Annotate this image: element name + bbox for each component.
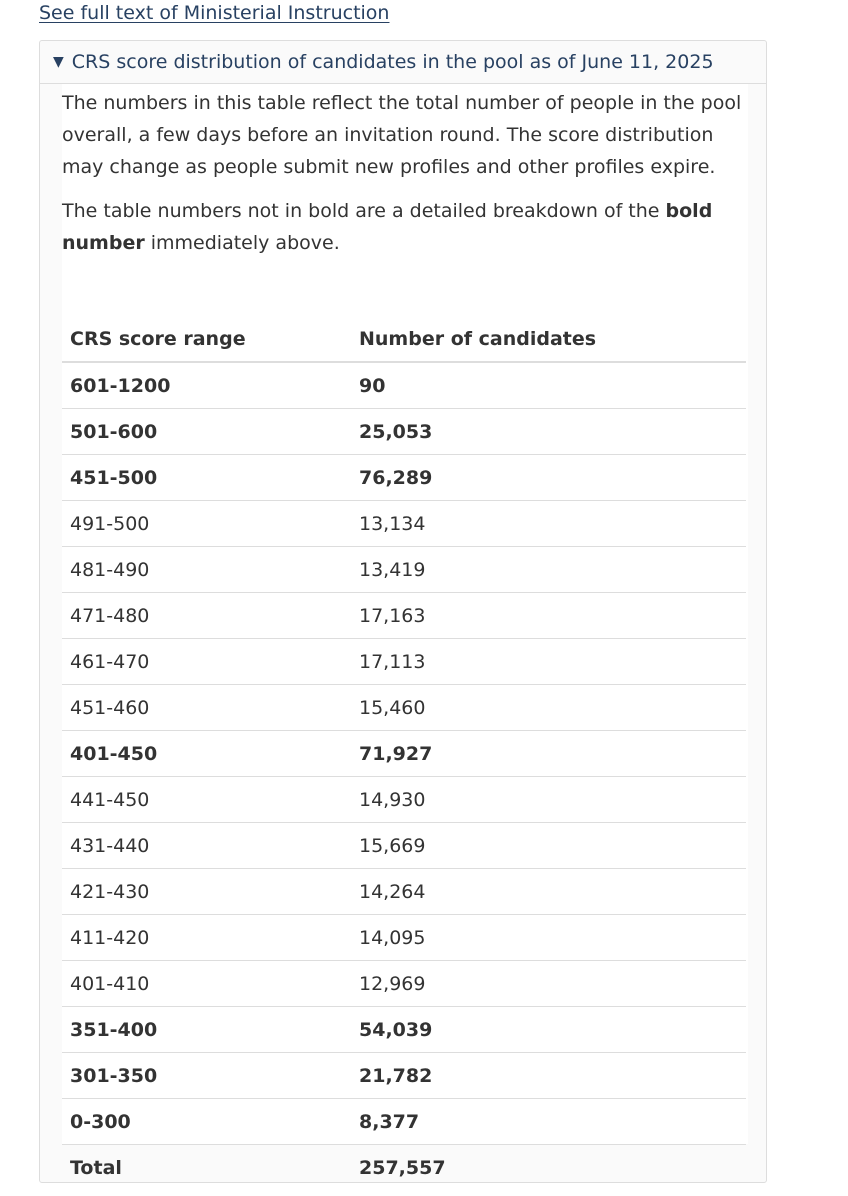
candidate-count-cell: 8,377 bbox=[351, 1099, 746, 1145]
table-row bbox=[62, 501, 746, 547]
score-range-cell: 461-470 bbox=[62, 639, 351, 685]
candidate-count-cell: 25,053 bbox=[351, 409, 746, 455]
score-range-cell: 401-450 bbox=[62, 731, 351, 777]
score-range-cell: 351-400 bbox=[62, 1007, 351, 1053]
table-row bbox=[62, 685, 746, 731]
table-row bbox=[62, 409, 746, 455]
crs-distribution-details bbox=[39, 40, 767, 1183]
table-row bbox=[62, 961, 746, 1007]
table-row bbox=[62, 593, 746, 639]
score-range-cell: 481-490 bbox=[62, 547, 351, 593]
table-row bbox=[62, 1053, 746, 1099]
score-range-cell: 431-440 bbox=[62, 823, 351, 869]
candidate-count-cell: 17,163 bbox=[351, 593, 746, 639]
score-range-cell: 451-460 bbox=[62, 685, 351, 731]
candidate-count-cell: 71,927 bbox=[351, 731, 746, 777]
header-number-of-candidates: Number of candidates bbox=[351, 316, 746, 362]
table-row bbox=[62, 823, 746, 869]
table-row bbox=[62, 1099, 746, 1145]
details-content bbox=[62, 84, 748, 1179]
table-row bbox=[62, 1145, 746, 1191]
expanded-triangle-icon: ▼ bbox=[53, 54, 64, 70]
details-summary-toggle[interactable] bbox=[40, 41, 766, 84]
candidate-count-cell: 13,134 bbox=[351, 501, 746, 547]
table-row bbox=[62, 639, 746, 685]
score-range-cell: 0-300 bbox=[62, 1099, 351, 1145]
table-header-row bbox=[62, 316, 746, 362]
table-body bbox=[62, 362, 746, 1190]
score-range-cell: 471-480 bbox=[62, 593, 351, 639]
score-range-cell: 421-430 bbox=[62, 869, 351, 915]
score-range-cell: 301-350 bbox=[62, 1053, 351, 1099]
table-row bbox=[62, 1007, 746, 1053]
table-row bbox=[62, 915, 746, 961]
candidate-count-cell: 76,289 bbox=[351, 455, 746, 501]
candidate-count-cell: 14,095 bbox=[351, 915, 746, 961]
candidate-count-cell: 14,930 bbox=[351, 777, 746, 823]
details-summary-label: CRS score distribution of candidates in the pool as of June 11, 2025 bbox=[71, 51, 714, 73]
score-range-cell: 401-410 bbox=[62, 961, 351, 1007]
candidate-count-cell: 54,039 bbox=[351, 1007, 746, 1053]
score-range-cell: 601-1200 bbox=[62, 362, 351, 409]
header-crs-score-range: CRS score range bbox=[62, 316, 351, 362]
table-row bbox=[62, 869, 746, 915]
intro-paragraph: The numbers in this table reflect the total number of people in the pool overall, a few days before an invitation round. The score distribution may change as people submit new profiles and other profiles expire. bbox=[62, 92, 742, 178]
candidate-count-cell: 90 bbox=[351, 362, 746, 409]
crs-score-table bbox=[62, 316, 746, 1190]
table-row bbox=[62, 362, 746, 409]
score-range-cell: 411-420 bbox=[62, 915, 351, 961]
candidate-count-cell: 15,460 bbox=[351, 685, 746, 731]
candidate-count-cell: 12,969 bbox=[351, 961, 746, 1007]
table-row bbox=[62, 777, 746, 823]
ministerial-instruction-link[interactable]: See full text of Ministerial Instruction bbox=[39, 2, 390, 24]
table-row bbox=[62, 455, 746, 501]
candidate-count-cell: 15,669 bbox=[351, 823, 746, 869]
score-range-cell: 501-600 bbox=[62, 409, 351, 455]
bold-note-emphasis: bold number bbox=[62, 200, 713, 254]
candidate-count-cell: 14,264 bbox=[351, 869, 746, 915]
candidate-count-cell: 17,113 bbox=[351, 639, 746, 685]
bold-note-text-start: The table numbers not in bold are a detailed breakdown of the bbox=[62, 200, 666, 222]
score-range-cell: Total bbox=[70, 1156, 122, 1179]
candidate-count-cell: 257,557 bbox=[359, 1156, 446, 1179]
bold-note-paragraph bbox=[62, 195, 748, 259]
score-range-cell: 491-500 bbox=[62, 501, 351, 547]
score-range-cell: 451-500 bbox=[62, 455, 351, 501]
table-row bbox=[62, 731, 746, 777]
bold-note-text-end: immediately above. bbox=[144, 232, 340, 254]
candidate-count-cell: 13,419 bbox=[351, 547, 746, 593]
candidate-count-cell: 21,782 bbox=[351, 1053, 746, 1099]
score-range-cell: 441-450 bbox=[62, 777, 351, 823]
table-row bbox=[62, 547, 746, 593]
